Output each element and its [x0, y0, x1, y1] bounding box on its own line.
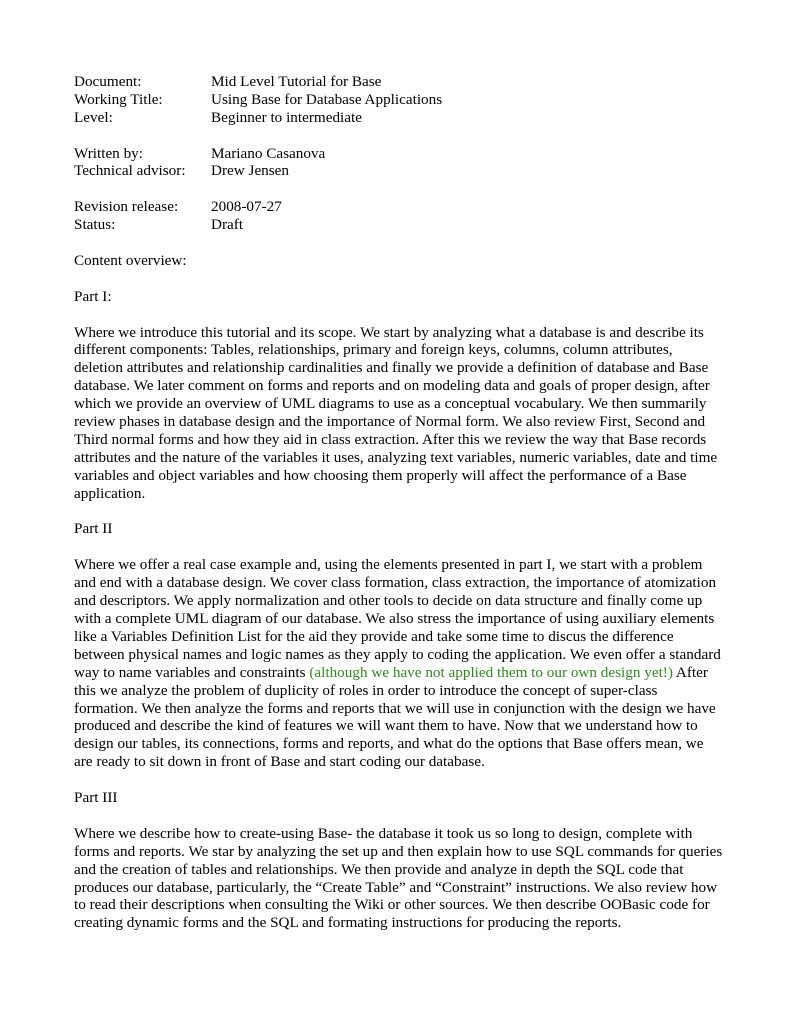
- part-1-paragraph: Where we introduce this tutorial and its scope. We start by analyzing what a database is and describe its different components: Tables, relationships, primary and foreign keys, columns, column attributes, deletion attributes and relationship cardinalities and finally we provide a definition of database and Base database. We later comment on forms and reports and on modeling data and goals of proper design, after which we provide an overview of UML diagrams to use as a conceptual vocabulary. We then summarily review phases in database design and the importance of Normal form. We also review First, Second and Third normal forms and how they aid in class extraction. After this we review the way that Base records attributes and the nature of the variables it uses, analyzing text variables, numeric variables, date and time variables and object variables and how choosing them properly will affect the performance of a Base application.: [74, 323, 718, 502]
- part-3-paragraph: Where we describe how to create-using Base- the database it took us so long to design, complete with forms and reports. We star by analyzing the set up and then explain how to use SQL commands for queries and the creation of tables and relationships. We then provide and analyze in depth the SQL code that produces our database, particularly, the “Create Table” and “Constraint” instructions. We also review how to read their descriptions when consulting the Wiki or other sources. We then describe OOBasic code for creating dynamic forms and the SQL and formating instructions for producing the reports.: [74, 824, 723, 932]
- meta-label: Document:: [74, 73, 142, 90]
- meta-value: 2008-07-27: [211, 198, 282, 216]
- meta-row-revision-release: [74, 198, 724, 216]
- meta-row-document: [74, 73, 724, 91]
- meta-row-technical-advisor: [74, 162, 724, 180]
- meta-label: Revision release:: [74, 198, 179, 216]
- meta-row-status: [74, 216, 724, 234]
- meta-label: Written by:: [74, 144, 143, 162]
- part-2-text-after: After this we analyze the problem of duplicity of roles in order to introduce the concept of super-class formation. We then analyze the forms and reports that we will use in conjunction with the design we have produced and describe the kind of features we will want them to have. Now that we understand how to design our tables, its connections, forms and reports, and what do the options that Base offers mean, we are ready to sit down in front of Base and start coding our database.: [74, 663, 716, 771]
- meta-row-written-by: [74, 145, 724, 163]
- part-1-heading: Part I:: [74, 287, 112, 305]
- meta-value: Mariano Casanova: [211, 144, 326, 162]
- meta-value: Draft: [211, 216, 244, 234]
- content-overview-heading: Content overview:: [74, 251, 187, 269]
- meta-row-working-title: [74, 91, 724, 109]
- meta-value: Drew Jensen: [211, 162, 290, 180]
- part-2-heading: Part II: [74, 520, 113, 538]
- meta-label: Status:: [74, 216, 116, 234]
- part-3-heading: Part III: [74, 789, 118, 807]
- meta-value: Beginner to intermediate: [211, 108, 362, 126]
- revision-block: [74, 198, 724, 234]
- meta-label: Level:: [74, 108, 113, 126]
- meta-row-level: [74, 109, 724, 127]
- meta-value: Mid Level Tutorial for Base: [211, 73, 382, 90]
- meta-label: Working Title:: [74, 90, 163, 108]
- meta-value: Using Base for Database Applications: [211, 90, 443, 108]
- part-2-text-before: Where we offer a real case example and, using the elements presented in part I, we start with a problem and end with a database design. We cover class formation, class extraction, the importance of atomization and descriptors. We apply normalization and other tools to decide on data structure and finally come up with a complete UML diagram of our database. We also stress the importance of using auxiliary elements like a Variables Definition List for the aid they provide and take some time to discus the difference between physical names and logic names as they apply to coding the application. We even offer a standard way to name variables and constraints: [74, 556, 721, 681]
- part-2-paragraph: [74, 556, 724, 771]
- part-2-highlighted-text: (although we have not applied them to our own design yet!): [309, 663, 673, 681]
- meta-label: Technical advisor:: [74, 162, 186, 180]
- authors-block: [74, 145, 724, 181]
- document-page: [74, 73, 724, 950]
- document-info-block: [74, 73, 724, 127]
